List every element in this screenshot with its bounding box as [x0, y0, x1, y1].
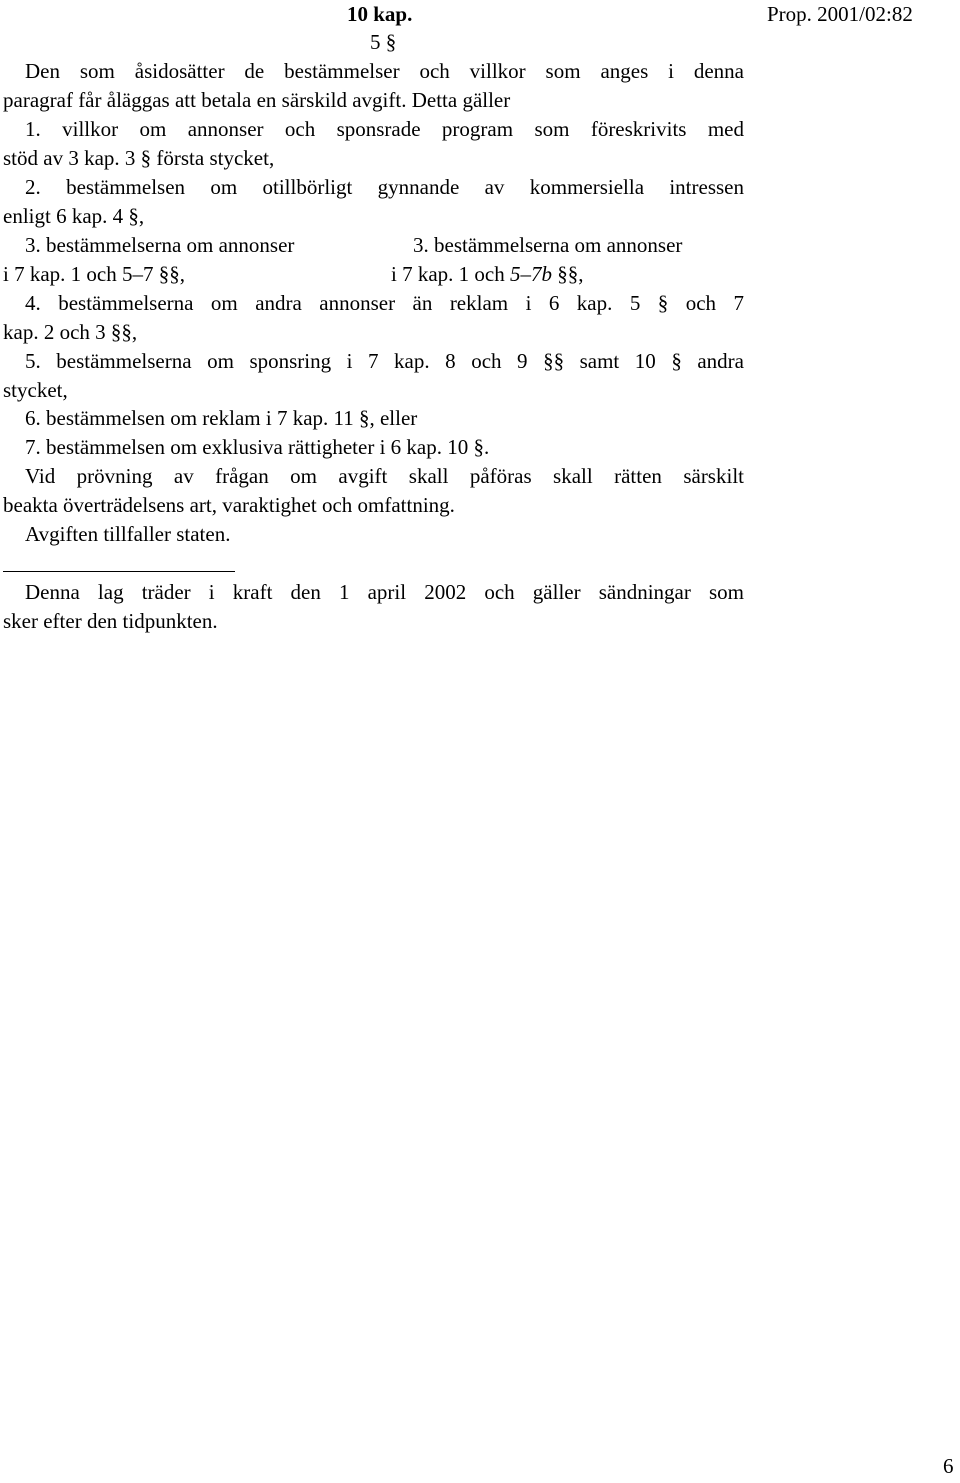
item-3-proposed-changed-range: 5–7b: [509, 262, 552, 286]
item-3-proposed-line-2: [391, 260, 583, 289]
item-6: 6. bestämmelsen om reklam i 7 kap. 11 §, eller: [25, 406, 418, 430]
item-1-line-2: stöd av 3 kap. 3 § första stycket,: [3, 146, 275, 170]
item-3-current-line-2: i 7 kap. 1 och 5–7 §§,: [3, 262, 185, 286]
item-5-line-2: stycket,: [3, 378, 68, 402]
transition-line-1: Denna lag träder i kraft den 1 april 2002 och gäller sändningar som: [25, 580, 744, 604]
review-line-1: Vid prövning av frågan om avgift skall påföras skall rätten särskilt: [25, 464, 744, 488]
proposition-reference: Prop. 2001/02:82: [767, 2, 913, 26]
page-number: 6: [943, 1454, 954, 1478]
intro-line-2: paragraf får åläggas att betala en särskild avgift. Detta gäller: [3, 88, 511, 112]
item-3-proposed-text-c: §§,: [551, 262, 584, 286]
chapter-heading: 10 kap.: [347, 2, 413, 26]
intro-line-1: Den som åsidosätter de bestämmelser och villkor som anges i denna: [25, 59, 744, 83]
review-line-2: beakta överträdelsens art, varaktighet och omfattning.: [3, 493, 455, 517]
item-4-line-2: kap. 2 och 3 §§,: [3, 320, 138, 344]
transition-line-2: sker efter den tidpunkten.: [3, 609, 218, 633]
fee-statement: Avgiften tillfaller staten.: [25, 522, 231, 546]
item-5-line-1: 5. bestämmelserna om sponsring i 7 kap. 8 och 9 §§ samt 10 § andra: [25, 349, 744, 373]
item-2-line-2: enligt 6 kap. 4 §,: [3, 204, 145, 228]
transition-divider: [3, 571, 235, 572]
item-3-proposed-text-a: i 7 kap. 1 och: [391, 262, 510, 286]
item-7: 7. bestämmelsen om exklusiva rättigheter i 6 kap. 10 §.: [25, 435, 490, 459]
item-1-line-1: 1. villkor om annonser och sponsrade program som föreskrivits med: [25, 117, 744, 141]
item-2-line-1: 2. bestämmelsen om otillbörligt gynnande av kommersiella intressen: [25, 175, 744, 199]
item-3-proposed-line-1: 3. bestämmelserna om annonser: [413, 233, 683, 257]
item-4-line-1: 4. bestämmelserna om andra annonser än reklam i 6 kap. 5 § och 7: [25, 291, 744, 315]
item-3-current-line-1: 3. bestämmelserna om annonser: [25, 233, 295, 257]
section-number: 5 §: [370, 30, 397, 54]
